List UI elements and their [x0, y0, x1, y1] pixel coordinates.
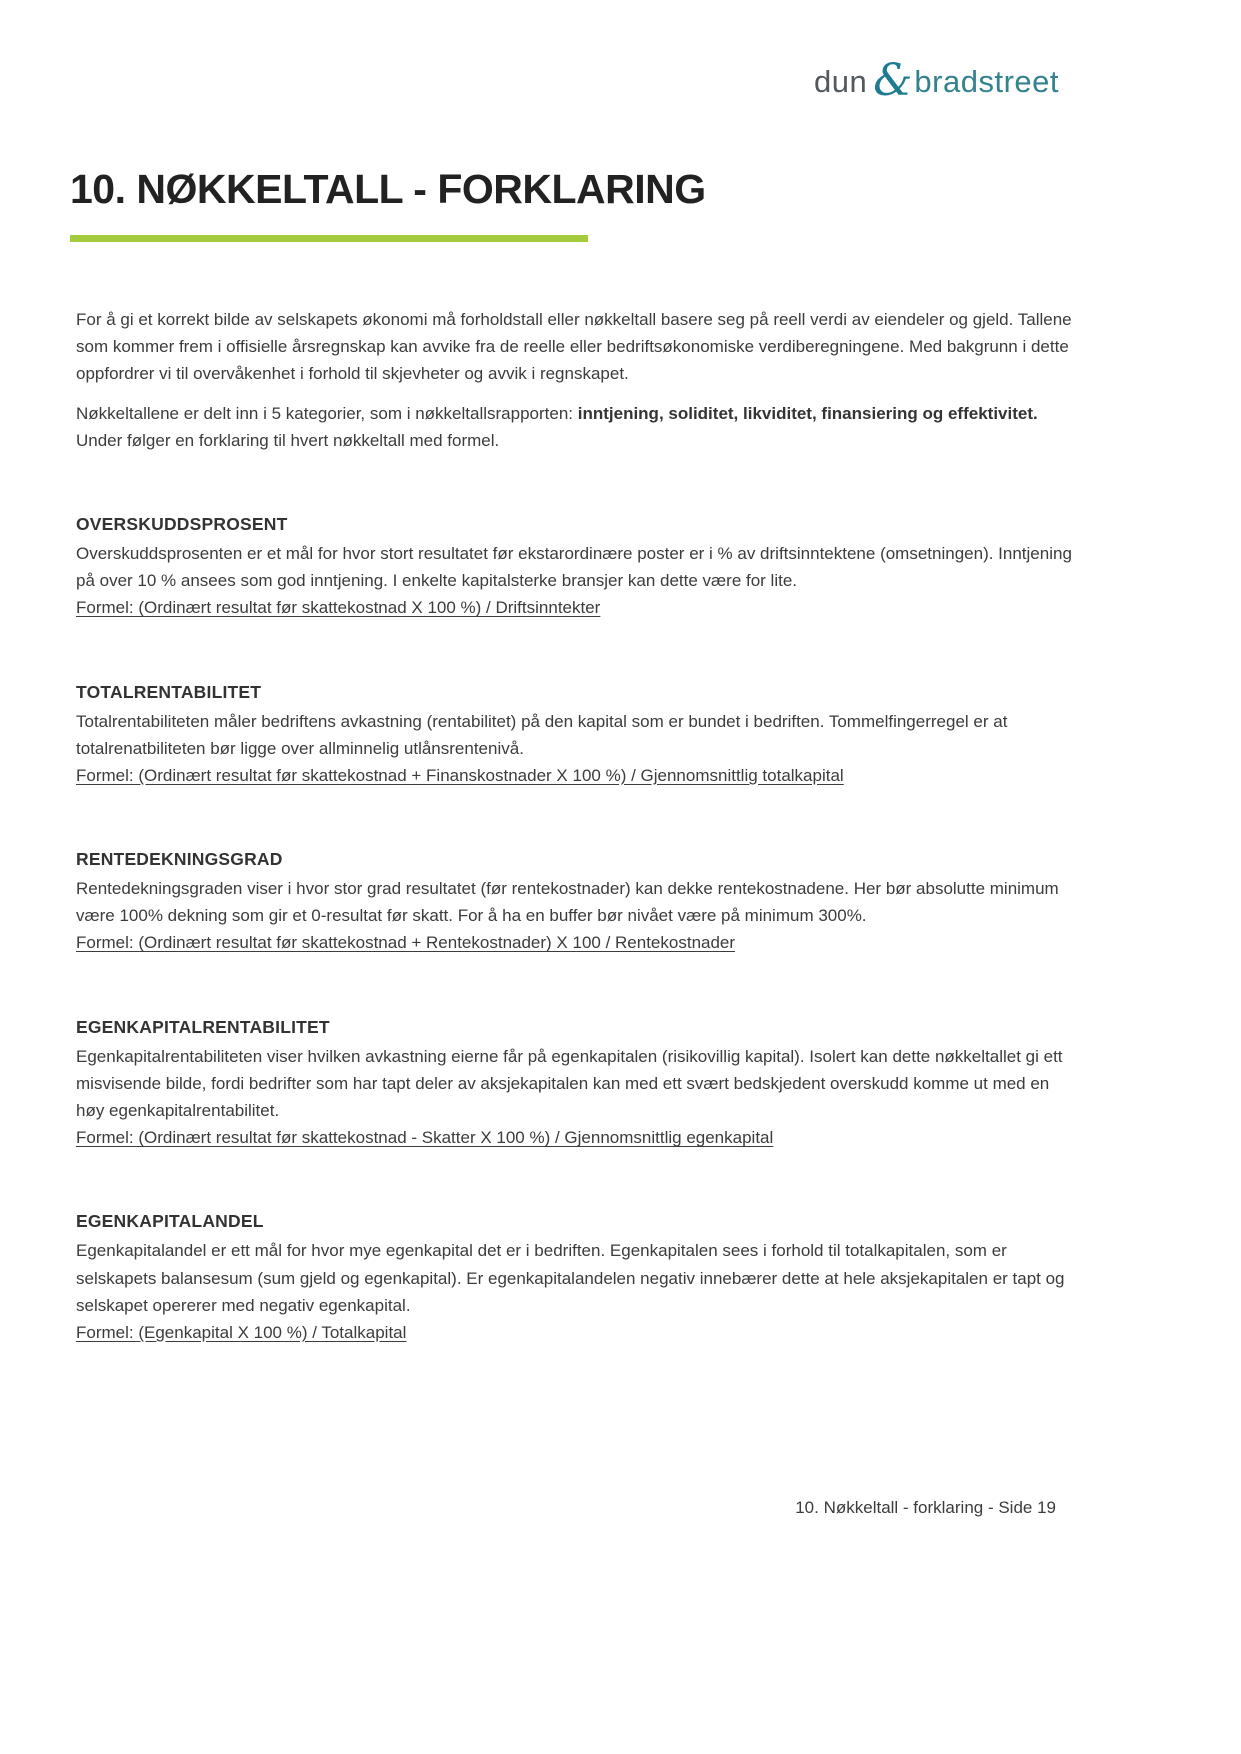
- section-heading: OVERSKUDDSPROSENT: [76, 513, 288, 534]
- section-formula: Formel: (Ordinært resultat før skattekostnad + Finanskostnader X 100 %) / Gjennomsnittlig totalkapital: [76, 765, 844, 785]
- intro-paragraph-2-suffix: Under følger en forklaring til hvert nøkkeltall med formel.: [76, 430, 500, 450]
- section-heading: EGENKAPITALRENTABILITET: [76, 1016, 330, 1037]
- page-content: [76, 306, 1076, 1346]
- section-formula: Formel: (Ordinært resultat før skattekostnad + Rentekostnader) X 100 / Rentekostnader: [76, 933, 736, 953]
- page-footer: 10. Nøkkeltall - forklaring - Side 19: [795, 1498, 1056, 1517]
- logo-text-bradstreet: bradstreet: [914, 64, 1059, 99]
- section-totalrentabilitet: [76, 678, 1076, 790]
- title-block: [70, 166, 1070, 242]
- dun-bradstreet-logo: dun & bradstreet: [814, 55, 1059, 106]
- section-body: Totalrentabiliteten måler bedriftens avkastning (rentabilitet) på den kapital som er bundet i bedriften. Tommelfingerregel er at totalrenatbiliteten bør ligge over allminnelig utlånsrentenivå.: [76, 711, 1008, 758]
- section-formula: Formel: (Ordinært resultat før skattekostnad X 100 %) / Driftsinntekter: [76, 598, 601, 618]
- intro-paragraph-2-prefix: Nøkkeltallene er delt inn i 5 kategorier, som i nøkkeltallsrapporten:: [76, 403, 578, 423]
- section-formula: Formel: (Ordinært resultat før skattekostnad - Skatter X 100 %) / Gjennomsnittlig egenkapital: [76, 1128, 774, 1148]
- intro-paragraph-1: For å gi et korrekt bilde av selskapets økonomi må forholdstall eller nøkkeltall basere seg på reell verdi av eiendeler og gjeld. Tallene som kommer frem i offisielle årsregnskap kan avvike fra de reelle eller bedriftsøkonomiske verdiberegningene. Med bakgrunn i dette oppfordrer vi til overvåkenhet i forhold til skjevheter og avvik i regnskapet.: [76, 310, 1072, 384]
- section-formula: Formel: (Egenkapital X 100 %) / Totalkapital: [76, 1322, 407, 1342]
- section-body: Rentedekningsgraden viser i hvor stor grad resultatet (før rentekostnader) kan dekke rentekostnadene. Her bør absolutte minimum være 100% dekning som gir et 0-resultat før skatt. For å ha en buffer bør nivået være på minimum 300%.: [76, 879, 1059, 926]
- logo-text-dun: dun: [814, 64, 868, 99]
- intro-paragraph-2-categories: inntjening, soliditet, likviditet, finansiering og effektivitet.: [577, 403, 1038, 423]
- section-heading: EGENKAPITALANDEL: [76, 1211, 264, 1232]
- section-heading: TOTALRENTABILITET: [76, 681, 262, 702]
- title-underline-bar: [70, 235, 588, 242]
- section-overskuddsprosent: [76, 510, 1076, 622]
- page-title: 10. NØKKELTALL - FORKLARING: [70, 166, 706, 212]
- intro-paragraph-2: [76, 400, 1076, 454]
- section-rentedekningsgrad: [76, 845, 1076, 957]
- section-heading: RENTEDEKNINGSGRAD: [76, 849, 283, 870]
- section-body: Egenkapitalrentabiliteten viser hvilken avkastning eierne får på egenkapitalen (risikovillig kapital). Isolert kan dette nøkkeltallet gi ett misvisende bilde, fordi bedrifter som har tapt deler av aksjekapitalen kan med ett svært bedskjedent overskudd komme ut med en høy egenkapitalrentabilitet.: [76, 1046, 1063, 1120]
- section-body: Overskuddsprosenten er et mål for hvor stort resultatet før ekstarordinære poster er i % av driftsinntektene (omsetningen). Inntjening på over 10 % ansees som god inntjening. I enkelte kapitalsterke bransjer kan dette være for lite.: [76, 543, 1072, 591]
- section-body: Egenkapitalandel er ett mål for hvor mye egenkapital det er i bedriften. Egenkapitalen sees i forhold til totalkapitalen, som er selskapets balansesum (sum gjeld og egenkapital). Er egenkapitalandelen negativ innebærer dette at hele aksjekapitalen er tapt og selskapet opererer med negativ egenkapital.: [76, 1241, 1065, 1315]
- section-egenkapitalrentabilitet: [76, 1013, 1076, 1152]
- section-egenkapitalandel: [76, 1207, 1076, 1346]
